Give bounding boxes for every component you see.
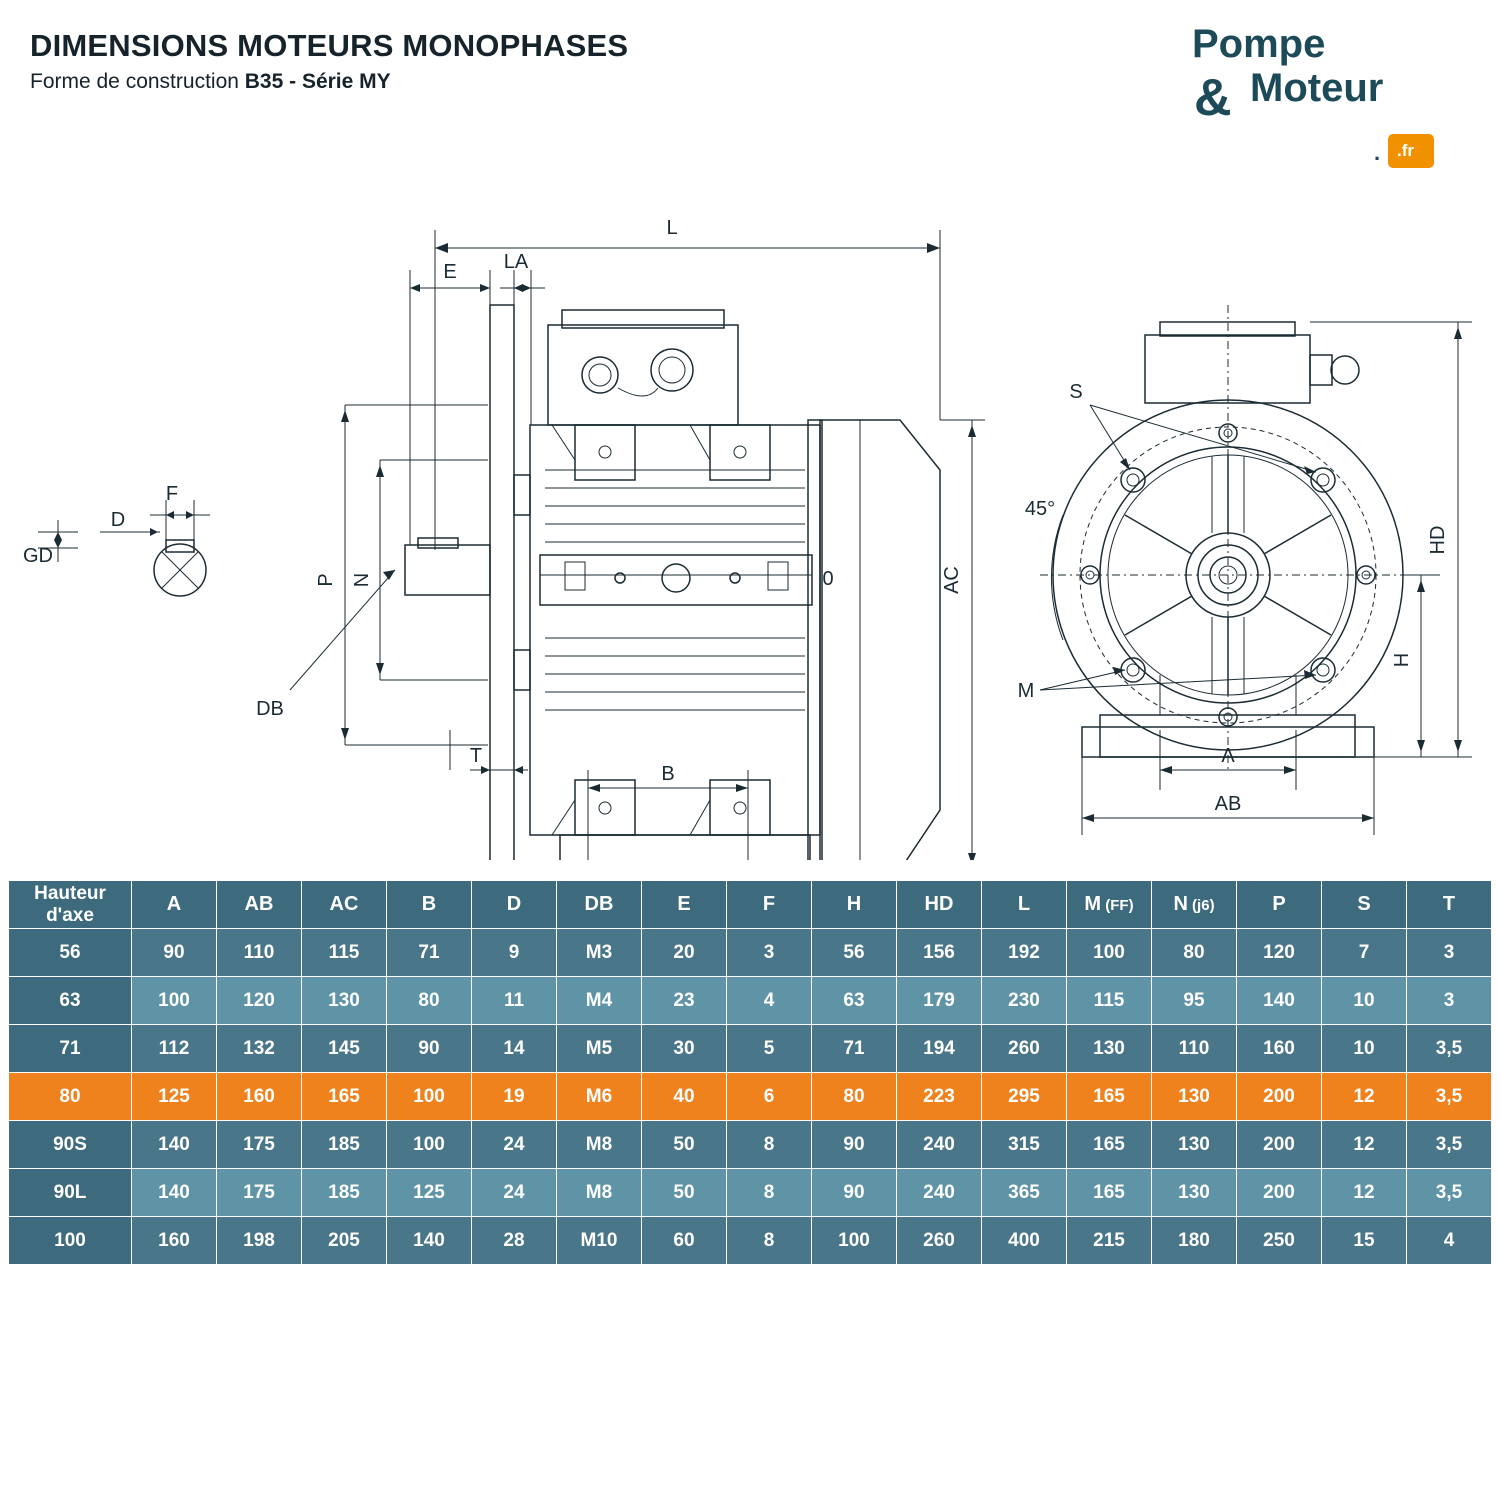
table-cell: 23 <box>642 977 727 1025</box>
column-header-AB: AB <box>217 881 302 929</box>
table-cell: 110 <box>217 929 302 977</box>
table-cell: 115 <box>302 929 387 977</box>
row-header-cell: 56 <box>9 929 132 977</box>
table-cell: 194 <box>897 1025 982 1073</box>
table-cell: 24 <box>472 1121 557 1169</box>
motor-front-view <box>1018 305 1420 770</box>
table-cell: 3,5 <box>1407 1073 1492 1121</box>
table-cell: 315 <box>982 1121 1067 1169</box>
table-cell: 192 <box>982 929 1067 977</box>
table-cell: 160 <box>132 1217 217 1265</box>
table-cell: 205 <box>302 1217 387 1265</box>
table-cell: 3,5 <box>1407 1121 1492 1169</box>
table-cell: 179 <box>897 977 982 1025</box>
table-cell: 130 <box>1152 1169 1237 1217</box>
dimension-lines-side <box>256 217 985 860</box>
table-cell: M4 <box>557 977 642 1025</box>
table-cell: 100 <box>812 1217 897 1265</box>
column-header-L: L <box>982 881 1067 929</box>
label-N: N <box>351 572 373 588</box>
keyway-detail <box>23 483 210 596</box>
column-header-DB: DB <box>557 881 642 929</box>
table-cell: 7 <box>1322 929 1407 977</box>
table-cell: 200 <box>1237 1121 1322 1169</box>
column-header-T: T <box>1407 881 1492 929</box>
label-S: S <box>1069 381 1083 403</box>
table-cell: 110 <box>1152 1025 1237 1073</box>
table-cell: 240 <box>897 1169 982 1217</box>
column-header-AC: AC <box>302 881 387 929</box>
table-cell: M3 <box>557 929 642 977</box>
label-HD: HD <box>1427 525 1449 555</box>
label-AC: AC <box>941 566 963 594</box>
logo-dot: . <box>1374 140 1381 165</box>
table-cell: 260 <box>982 1025 1067 1073</box>
table-cell: M6 <box>557 1073 642 1121</box>
table-cell: 3,5 <box>1407 1169 1492 1217</box>
table-cell: 90 <box>132 929 217 977</box>
table-cell: 56 <box>812 929 897 977</box>
table-cell: 198 <box>217 1217 302 1265</box>
table-cell: 132 <box>217 1025 302 1073</box>
table-cell: 3 <box>1407 929 1492 977</box>
table-cell: 63 <box>812 977 897 1025</box>
column-header-E: E <box>642 881 727 929</box>
table-row <box>9 977 1492 1025</box>
table-cell: 160 <box>1237 1025 1322 1073</box>
table-cell: 24 <box>472 1169 557 1217</box>
table-cell: 50 <box>642 1169 727 1217</box>
column-header-H: H <box>812 881 897 929</box>
label-DB: DB <box>256 698 284 720</box>
column-header-F: F <box>727 881 812 929</box>
table-cell: 80 <box>1152 929 1237 977</box>
page-subtitle <box>30 70 1030 94</box>
table-cell: 60 <box>642 1217 727 1265</box>
table-cell: 200 <box>1237 1169 1322 1217</box>
logo-line-pompe: Pompe <box>1192 22 1326 66</box>
table-cell: 14 <box>472 1025 557 1073</box>
dimension-lines-front <box>1082 322 1472 835</box>
label-P: P <box>315 573 337 587</box>
subtitle-value: B35 - Série MY <box>244 70 391 93</box>
row-header-cell: 71 <box>9 1025 132 1073</box>
table-cell: 71 <box>812 1025 897 1073</box>
label-45deg: 45° <box>1024 498 1056 520</box>
technical-drawing <box>0 170 1500 860</box>
column-header-M <box>1067 881 1152 929</box>
table-cell: 240 <box>897 1121 982 1169</box>
table-cell: 90 <box>387 1025 472 1073</box>
table-cell: 215 <box>1067 1217 1152 1265</box>
row-header-cell: 90L <box>9 1169 132 1217</box>
table-cell: 5 <box>727 1025 812 1073</box>
table-cell: 10 <box>1322 1025 1407 1073</box>
table-cell: 100 <box>387 1121 472 1169</box>
table-cell: 10 <box>1322 977 1407 1025</box>
header-first-line2: d'axe <box>46 904 94 926</box>
logo-ampersand: & <box>1194 69 1232 127</box>
label-LA: LA <box>503 251 529 273</box>
column-header-M-main: M <box>1084 893 1102 915</box>
logo-fr-text: .fr <box>1397 141 1414 160</box>
label-D: D <box>110 509 126 531</box>
column-header-P: P <box>1237 881 1322 929</box>
table-cell: 165 <box>1067 1073 1152 1121</box>
logo-fr-badge <box>1388 134 1434 168</box>
label-GD: GD <box>23 545 53 567</box>
table-cell: 112 <box>132 1025 217 1073</box>
table-cell: 80 <box>387 977 472 1025</box>
table-cell: 230 <box>982 977 1067 1025</box>
table-cell: 120 <box>1237 929 1322 977</box>
column-header-A: A <box>132 881 217 929</box>
table-cell: 165 <box>1067 1169 1152 1217</box>
label-F: F <box>165 483 179 505</box>
table-cell: 3,5 <box>1407 1025 1492 1073</box>
header-first-line1: Hauteur <box>34 882 106 904</box>
row-header-cell: 100 <box>9 1217 132 1265</box>
table-cell: 165 <box>1067 1121 1152 1169</box>
table-cell: 140 <box>1237 977 1322 1025</box>
table-cell: 165 <box>302 1073 387 1121</box>
label-zero: 0 <box>822 568 834 590</box>
table-cell: M5 <box>557 1025 642 1073</box>
column-header-N-sub: (j6) <box>1187 897 1215 914</box>
table-cell: 400 <box>982 1217 1067 1265</box>
table-cell: 30 <box>642 1025 727 1073</box>
table-cell: 185 <box>302 1169 387 1217</box>
table-row <box>9 1025 1492 1073</box>
table-cell: 100 <box>387 1073 472 1121</box>
column-header-N <box>1152 881 1237 929</box>
row-header-cell: 80 <box>9 1073 132 1121</box>
table-cell: 100 <box>132 977 217 1025</box>
table-cell: 140 <box>132 1169 217 1217</box>
table-cell: 90 <box>812 1121 897 1169</box>
label-T: T <box>469 745 483 767</box>
label-B: B <box>661 763 675 785</box>
logo-line-moteur: Moteur <box>1250 66 1384 110</box>
table-cell: 200 <box>1237 1073 1322 1121</box>
table-cell: 120 <box>217 977 302 1025</box>
table-cell: 130 <box>1152 1121 1237 1169</box>
table-cell: 6 <box>727 1073 812 1121</box>
table-cell: 156 <box>897 929 982 977</box>
table-cell: 12 <box>1322 1073 1407 1121</box>
table-cell: 80 <box>812 1073 897 1121</box>
table-row <box>9 1217 1492 1265</box>
table-cell: 140 <box>132 1121 217 1169</box>
table-cell: 130 <box>1152 1073 1237 1121</box>
brand-logo <box>1192 22 1462 165</box>
table-cell: 295 <box>982 1073 1067 1121</box>
table-cell: M8 <box>557 1121 642 1169</box>
table-cell: 125 <box>387 1169 472 1217</box>
table-header-row <box>9 881 1492 929</box>
table-cell: 175 <box>217 1121 302 1169</box>
table-cell: 223 <box>897 1073 982 1121</box>
table-cell: 175 <box>217 1169 302 1217</box>
table-cell: 3 <box>727 929 812 977</box>
table-cell: 50 <box>642 1121 727 1169</box>
table-cell: 12 <box>1322 1169 1407 1217</box>
column-header-B: B <box>387 881 472 929</box>
column-header-N-main: N <box>1173 893 1188 915</box>
table-cell: 365 <box>982 1169 1067 1217</box>
column-header-M-sub: (FF) <box>1101 897 1134 914</box>
table-cell: 28 <box>472 1217 557 1265</box>
table-cell: 8 <box>727 1217 812 1265</box>
table-cell: 9 <box>472 929 557 977</box>
table-cell: 11 <box>472 977 557 1025</box>
motor-dimension-svg <box>0 170 1500 860</box>
table-cell: 125 <box>132 1073 217 1121</box>
table-cell: 260 <box>897 1217 982 1265</box>
column-header-hauteur-daxe <box>9 881 132 929</box>
column-header-D: D <box>472 881 557 929</box>
label-L: L <box>666 217 678 239</box>
column-header-HD: HD <box>897 881 982 929</box>
table-cell: 250 <box>1237 1217 1322 1265</box>
row-header-cell: 63 <box>9 977 132 1025</box>
column-header-S: S <box>1322 881 1407 929</box>
table-cell: 100 <box>1067 929 1152 977</box>
label-AB: AB <box>1214 793 1242 815</box>
table-cell: M10 <box>557 1217 642 1265</box>
table-cell: 115 <box>1067 977 1152 1025</box>
row-header-cell: 90S <box>9 1121 132 1169</box>
table-cell: 8 <box>727 1121 812 1169</box>
table-cell: 130 <box>1067 1025 1152 1073</box>
table-cell: 12 <box>1322 1121 1407 1169</box>
table-cell: 3 <box>1407 977 1492 1025</box>
table-cell: 160 <box>217 1073 302 1121</box>
table-cell: 95 <box>1152 977 1237 1025</box>
table-row <box>9 929 1492 977</box>
label-H: H <box>1391 652 1413 668</box>
table-cell: 145 <box>302 1025 387 1073</box>
label-M: M <box>1017 680 1035 702</box>
table-cell: 4 <box>1407 1217 1492 1265</box>
table-row <box>9 1121 1492 1169</box>
subtitle-prefix: Forme de construction <box>30 70 245 93</box>
page-header <box>30 28 1030 94</box>
label-A: A <box>1221 745 1235 767</box>
table-cell: 90 <box>812 1169 897 1217</box>
table-cell: 130 <box>302 977 387 1025</box>
table-cell: 20 <box>642 929 727 977</box>
table-cell: 140 <box>387 1217 472 1265</box>
table-cell: 40 <box>642 1073 727 1121</box>
table-cell: 15 <box>1322 1217 1407 1265</box>
table-cell: 4 <box>727 977 812 1025</box>
label-E: E <box>443 261 457 283</box>
table-cell: 19 <box>472 1073 557 1121</box>
table-row <box>9 1073 1492 1121</box>
table-cell: 185 <box>302 1121 387 1169</box>
dimensions-table <box>8 880 1492 1265</box>
table-cell: 8 <box>727 1169 812 1217</box>
table-body <box>9 929 1492 1265</box>
dimensions-table-wrap <box>8 880 1492 1265</box>
table-cell: M8 <box>557 1169 642 1217</box>
table-cell: 71 <box>387 929 472 977</box>
table-row <box>9 1169 1492 1217</box>
page-title: DIMENSIONS MOTEURS MONOPHASES <box>30 28 629 63</box>
table-cell: 180 <box>1152 1217 1237 1265</box>
